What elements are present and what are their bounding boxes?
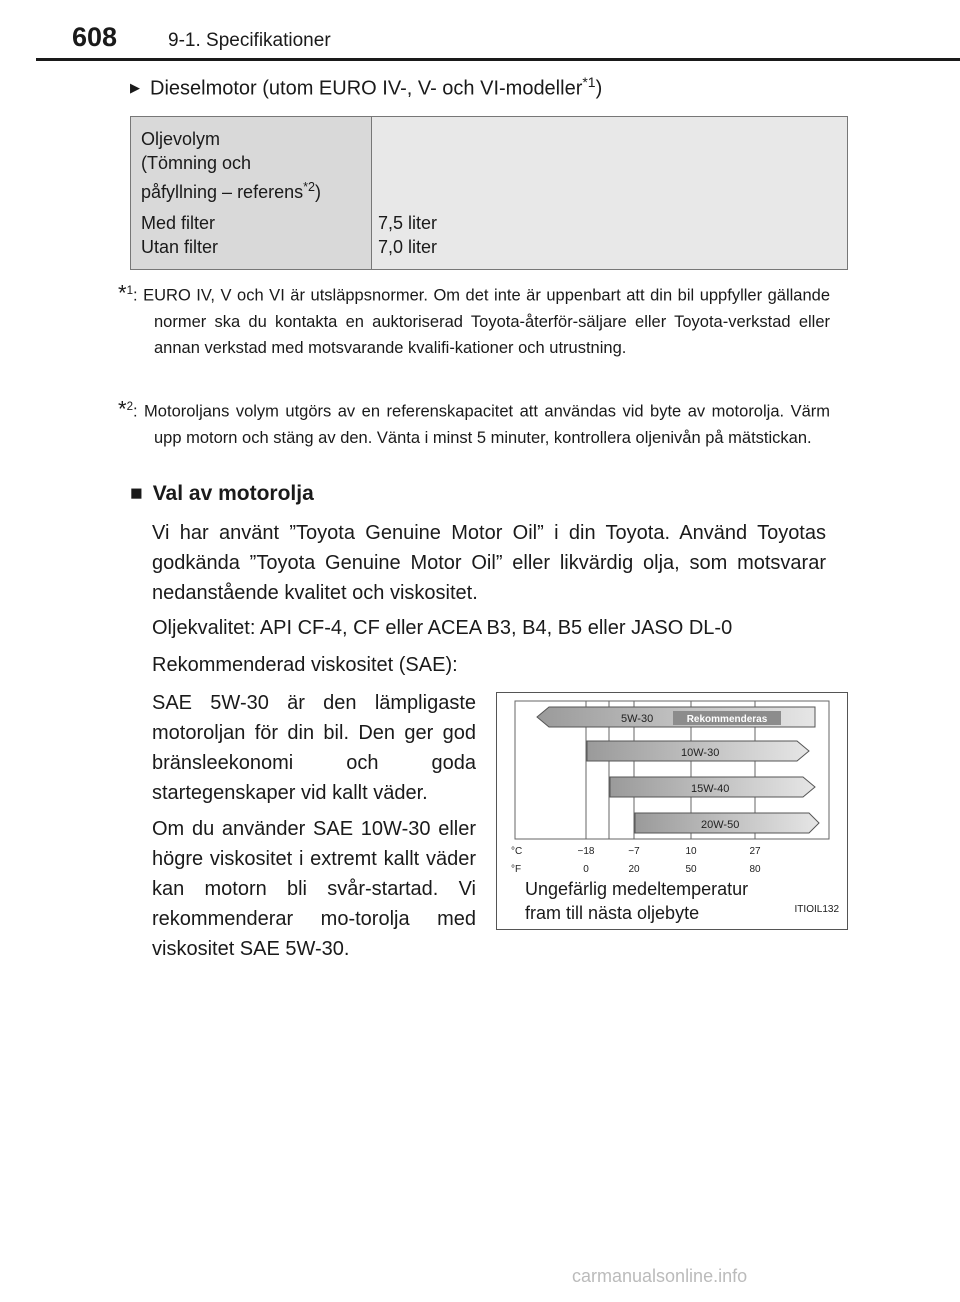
f-tick-4: 80 xyxy=(749,864,761,875)
page-number: 608 xyxy=(72,22,118,52)
watermark: carmanualsonline.info xyxy=(572,1266,748,1286)
footnote-2 xyxy=(110,394,830,451)
band-label-10w30: 10W-30 xyxy=(681,747,720,759)
paragraph-intro: Vi har använt ”Toyota Genuine Motor Oil” i din Toyota. Använd Toyotas godkända ”Toyota Genuine Motor Oil” eller likvärdig olja, som motsvarar nedanstående kvalitet och viskositet. xyxy=(152,522,826,604)
row-label-with-filter: Med filter xyxy=(141,213,216,233)
subheading-footnote-ref: *1 xyxy=(582,74,596,90)
f-tick-3: 50 xyxy=(685,864,697,875)
recommended-badge-label: Rekommenderas xyxy=(686,714,768,725)
c-tick-3: 10 xyxy=(685,846,697,857)
footnote-2-text: : Motoroljans volym utgörs av en referenskapacitet att användas vid byte av motorolja. Värm upp motorn och stäng av den. Vänta i minst 5 minuter, kontrollera oljenivån på mätstickan. xyxy=(132,402,830,447)
subheading-text: Dieselmotor (utom EURO IV-, V- och VI-modeller xyxy=(150,77,583,100)
c-tick-4: 27 xyxy=(749,846,761,857)
band-label-5w30: 5W-30 xyxy=(621,713,654,725)
fahrenheit-unit: °F xyxy=(511,864,522,875)
triangle-bullet-icon: ▶ xyxy=(130,79,140,95)
footnote-1-text: : EURO IV, V och VI är utsläppsnormer. Om det inte är uppenbart att din bil uppfyller gällande normer ska du kontakta en auktoriserad Toyota-återför-säljare eller Toyota-verkstad eller annan verkstad med motsvarande kvalifi-kationer och utrustning. xyxy=(132,286,830,357)
footnote-1 xyxy=(110,278,830,361)
table-value-column xyxy=(372,117,847,269)
header-rule xyxy=(36,58,960,61)
figure-caption-line-1: Ungefärlig medeltemperatur xyxy=(525,879,749,899)
section-title: Val av motorolja xyxy=(152,482,314,505)
paragraph-viscosity-label: Rekommenderad viskositet (SAE): xyxy=(152,654,458,676)
figure-caption xyxy=(525,877,748,925)
table-label-column xyxy=(131,117,372,269)
paragraph-oil-quality: Oljekvalitet: API CF-4, CF eller ACEA B3, B4, B5 eller JASO DL-0 xyxy=(152,617,733,639)
figure-id: ITIOIL132 xyxy=(794,904,839,915)
subheading-close: ) xyxy=(595,77,603,100)
band-label-20w50: 20W-50 xyxy=(701,819,740,831)
square-bullet-icon: ■ xyxy=(130,482,143,505)
table-title-footnote-ref: *2 xyxy=(303,180,316,194)
band-label-15w40: 15W-40 xyxy=(691,783,730,795)
paragraph-cold-start: Om du använder SAE 10W-30 eller högre viskositet i extremt kallt väder kan motorn bli svår-startad. Vi rekommenderar mo-torolja med viskositet SAE 5W-30. xyxy=(152,818,476,960)
table-title-close: ) xyxy=(315,182,322,202)
table-row-labels xyxy=(141,211,218,259)
footnote-2-number: 2 xyxy=(126,401,133,413)
footnote-1-body xyxy=(110,278,830,361)
section-heading xyxy=(130,482,314,506)
c-tick-1: −18 xyxy=(577,846,595,857)
f-tick-1: 0 xyxy=(583,864,589,875)
oil-volume-table xyxy=(130,116,848,270)
celsius-unit: °C xyxy=(511,846,523,857)
row-label-without-filter: Utan filter xyxy=(141,237,219,257)
table-title-line-2: (Tömning och xyxy=(141,153,252,173)
chapter-title: 9-1. Specifikationer xyxy=(168,30,331,51)
table-title xyxy=(141,127,321,204)
figure-caption-line-2: fram till nästa oljebyte xyxy=(525,903,700,923)
table-title-line-3 xyxy=(141,175,321,204)
diesel-subheading xyxy=(130,74,602,101)
c-tick-2: −7 xyxy=(628,846,640,857)
footnote-1-number: 1 xyxy=(126,285,133,297)
value-without-filter: 7,0 liter xyxy=(378,237,438,257)
value-with-filter: 7,5 liter xyxy=(378,213,438,233)
table-row-values xyxy=(378,211,437,259)
table-title-line-3-text: påfyllning – referens xyxy=(141,182,304,202)
footnote-2-body xyxy=(110,394,830,451)
footnote-1-mark: * xyxy=(118,280,127,306)
footnote-2-mark: * xyxy=(118,396,127,422)
table-title-line-1: Oljevolym xyxy=(141,129,221,149)
paragraph-5w30: SAE 5W-30 är den lämpligaste motoroljan för din bil. Den ger god bränsleekonomi och goda startegenskaper vid kallt väder. xyxy=(152,692,476,804)
viscosity-figure xyxy=(496,692,848,930)
f-tick-2: 20 xyxy=(628,864,640,875)
